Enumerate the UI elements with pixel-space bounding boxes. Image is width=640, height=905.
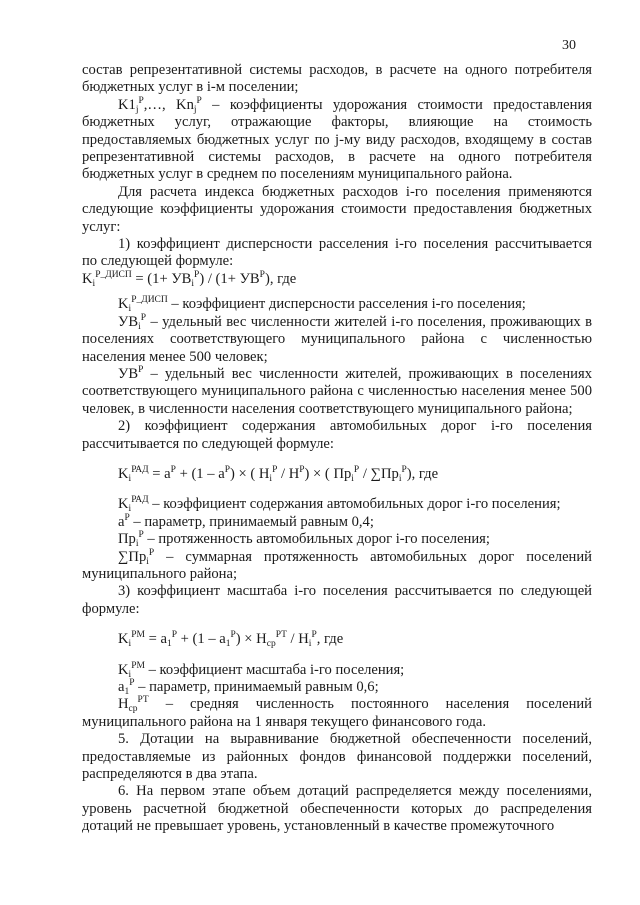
- subscript: i: [92, 278, 96, 289]
- text-run: K1: [118, 96, 136, 113]
- text-run: H: [118, 696, 129, 713]
- page-number: 30: [562, 38, 576, 53]
- paragraph: [82, 97, 592, 184]
- superscript: РТ: [137, 695, 149, 706]
- paragraph: [82, 731, 592, 783]
- superscript: P: [353, 464, 360, 475]
- subscript: 1: [166, 639, 172, 650]
- superscript: P: [140, 312, 147, 323]
- subscript: i: [308, 639, 312, 650]
- subscript: i: [269, 473, 273, 484]
- formula: [82, 271, 592, 288]
- formula: [82, 466, 592, 483]
- text-run: Пр: [118, 531, 136, 548]
- text-run: K: [118, 465, 129, 482]
- text-run: K: [118, 496, 129, 513]
- paragraph: [82, 314, 592, 366]
- superscript: P: [138, 95, 144, 106]
- text-run: – удельный вес численности жителей i-го поселения, проживающих в поселениях соответствующего муниципального района с численностью населения менее 500 человек;: [82, 313, 592, 365]
- text-run: K: [118, 296, 129, 313]
- subscript: ср: [266, 639, 276, 650]
- subscript: i: [138, 321, 141, 332]
- formula: [82, 631, 592, 648]
- superscript: P_ДИСП: [131, 295, 168, 306]
- subscript: 1: [124, 687, 130, 697]
- paragraph: [82, 783, 592, 835]
- text-run: – средняя численность постоянного населения поселений муниципального района на 1 января текущего финансового года.: [82, 696, 592, 730]
- subscript: i: [191, 278, 195, 289]
- superscript: P_ДИСП: [95, 269, 132, 280]
- superscript: P: [138, 364, 144, 375]
- superscript: P: [148, 547, 155, 558]
- text-run: 3) коэффициент масштаба i-го поселения рассчитывается по следующей формуле:: [82, 583, 592, 617]
- paragraph: [82, 62, 592, 97]
- text-run: K: [82, 270, 93, 287]
- superscript: РТ: [275, 630, 287, 641]
- subscript: i: [135, 539, 139, 550]
- text-run: – коэффициент содержания автомобильных дорог i-го поселения;: [148, 496, 561, 513]
- superscript: P: [230, 630, 236, 641]
- text-run: состав репрезентативной системы расходов, в расчете на одного потребителя бюджетных услуг в i-м поселении;: [82, 62, 592, 96]
- subscript: i: [351, 473, 354, 484]
- text-run: + (1 – a: [175, 465, 225, 482]
- subscript: j: [193, 104, 197, 115]
- superscript: P: [194, 269, 200, 280]
- superscript: РМ: [131, 630, 145, 641]
- subscript: i: [146, 556, 149, 567]
- text-run: – параметр, принимаемый равным 0,4;: [129, 513, 374, 530]
- text-run: 5. Дотации на выравнивание бюджетной обеспеченности поселений, предоставляемые из районных фондов финансовой поддержки поселений, распределяются в два этапа.: [82, 731, 592, 783]
- text-run: ), где: [264, 270, 297, 287]
- superscript: РАД: [131, 495, 149, 506]
- text-run: ) × ( Пр: [304, 465, 352, 482]
- subscript: i: [128, 504, 132, 515]
- superscript: P: [311, 630, 317, 641]
- superscript: P: [259, 269, 265, 280]
- text-run: ) × ( H: [229, 465, 270, 482]
- text-run: = a: [144, 631, 167, 648]
- superscript: P: [171, 630, 177, 641]
- paragraph: [82, 236, 592, 271]
- subscript: i: [128, 669, 132, 680]
- superscript: P: [170, 464, 176, 475]
- text-run: = a: [148, 465, 171, 482]
- text-run: K: [118, 661, 129, 678]
- text-run: – коэффициент масштаба i-го поселения;: [144, 661, 405, 678]
- text-run: 2) коэффициент содержания автомобильных дорог i-го поселения рассчитывается по следующей формуле:: [82, 418, 592, 452]
- text-run: / H: [286, 631, 309, 648]
- subscript: i: [398, 473, 402, 484]
- text-run: a: [118, 679, 125, 695]
- text-run: / H: [277, 465, 300, 482]
- text-run: ,…, Kn: [143, 96, 194, 113]
- superscript: P: [196, 95, 202, 106]
- text-run: a: [118, 513, 125, 530]
- subscript: j: [135, 104, 139, 115]
- superscript: P: [138, 530, 144, 541]
- paragraph: [82, 679, 592, 696]
- text-run: , где: [316, 631, 344, 648]
- text-run: ) × H: [235, 631, 267, 648]
- paragraph: [82, 531, 592, 548]
- paragraph: [82, 296, 592, 313]
- subscript: i: [128, 473, 132, 484]
- text-run: – коэффициент дисперсности расселения i-го поселения;: [167, 296, 526, 313]
- superscript: P: [224, 464, 230, 475]
- text-run: – коэффициенты удорожания стоимости предоставления бюджетных услуг, отражающие факторы, влияющие на стоимость предоставляемых бюджетных услуг по j-му виду расходов, входящему в состав репрезентативной системы расходов, в расчете на одного потребителя бюджетных услуг в среднем по поселениям муниципального района.: [82, 96, 592, 183]
- subscript: i: [128, 639, 132, 650]
- subscript: i: [128, 304, 132, 315]
- superscript: РАД: [131, 464, 149, 475]
- superscript: P: [401, 464, 407, 475]
- superscript: P: [272, 464, 278, 475]
- text-run: + (1 – a: [176, 631, 226, 648]
- subscript: ср: [128, 704, 138, 715]
- text-run: ), где: [406, 465, 439, 482]
- text-run: ∑Пр: [118, 548, 147, 565]
- text-run: УВ: [118, 313, 139, 330]
- superscript: P: [124, 512, 130, 523]
- paragraph: [82, 662, 592, 679]
- superscript: РМ: [131, 660, 145, 671]
- text-run: – параметр, принимаемый равным 0,6;: [134, 679, 379, 695]
- paragraph: [82, 583, 592, 618]
- paragraph: [82, 514, 592, 531]
- text-run: – суммарная протяженность автомобильных дорог поселений муниципального района;: [82, 548, 592, 582]
- superscript: P: [299, 464, 305, 475]
- text-run: – удельный вес численности жителей, проживающих в поселениях соответствующего муниципального района с численностью населения менее 500 человек, в численности населения соответствующего муниципального района;: [82, 365, 592, 417]
- paragraph: [82, 366, 592, 418]
- paragraph: [82, 549, 592, 584]
- page-content: [82, 62, 592, 836]
- superscript: P: [129, 678, 135, 688]
- paragraph: [82, 418, 592, 453]
- paragraph: [82, 496, 592, 513]
- text-run: 6. На первом этапе объем дотаций распределяется между поселениями, уровень расчетной бюджетной обеспеченности которых до распределения дотаций не превышает уровень, установленный в качестве промежуточного: [82, 783, 592, 835]
- text-run: K: [118, 631, 129, 648]
- text-run: / ∑Пр: [359, 465, 399, 482]
- subscript: 1: [225, 639, 231, 650]
- text-run: = (1+ УВ: [131, 270, 192, 287]
- text-run: – протяженность автомобильных дорог i-го поселения;: [143, 531, 490, 548]
- text-run: 1) коэффициент дисперсности расселения i-го поселения рассчитывается по следующей формуле:: [82, 236, 592, 270]
- paragraph: [82, 696, 592, 731]
- text-run: УВ: [118, 365, 139, 382]
- text-run: ) / (1+ УВ: [199, 270, 260, 287]
- paragraph: [82, 184, 592, 236]
- text-run: Для расчета индекса бюджетных расходов i-го поселения применяются следующие коэффициенты удорожания стоимости предоставления бюджетных услуг:: [82, 183, 592, 235]
